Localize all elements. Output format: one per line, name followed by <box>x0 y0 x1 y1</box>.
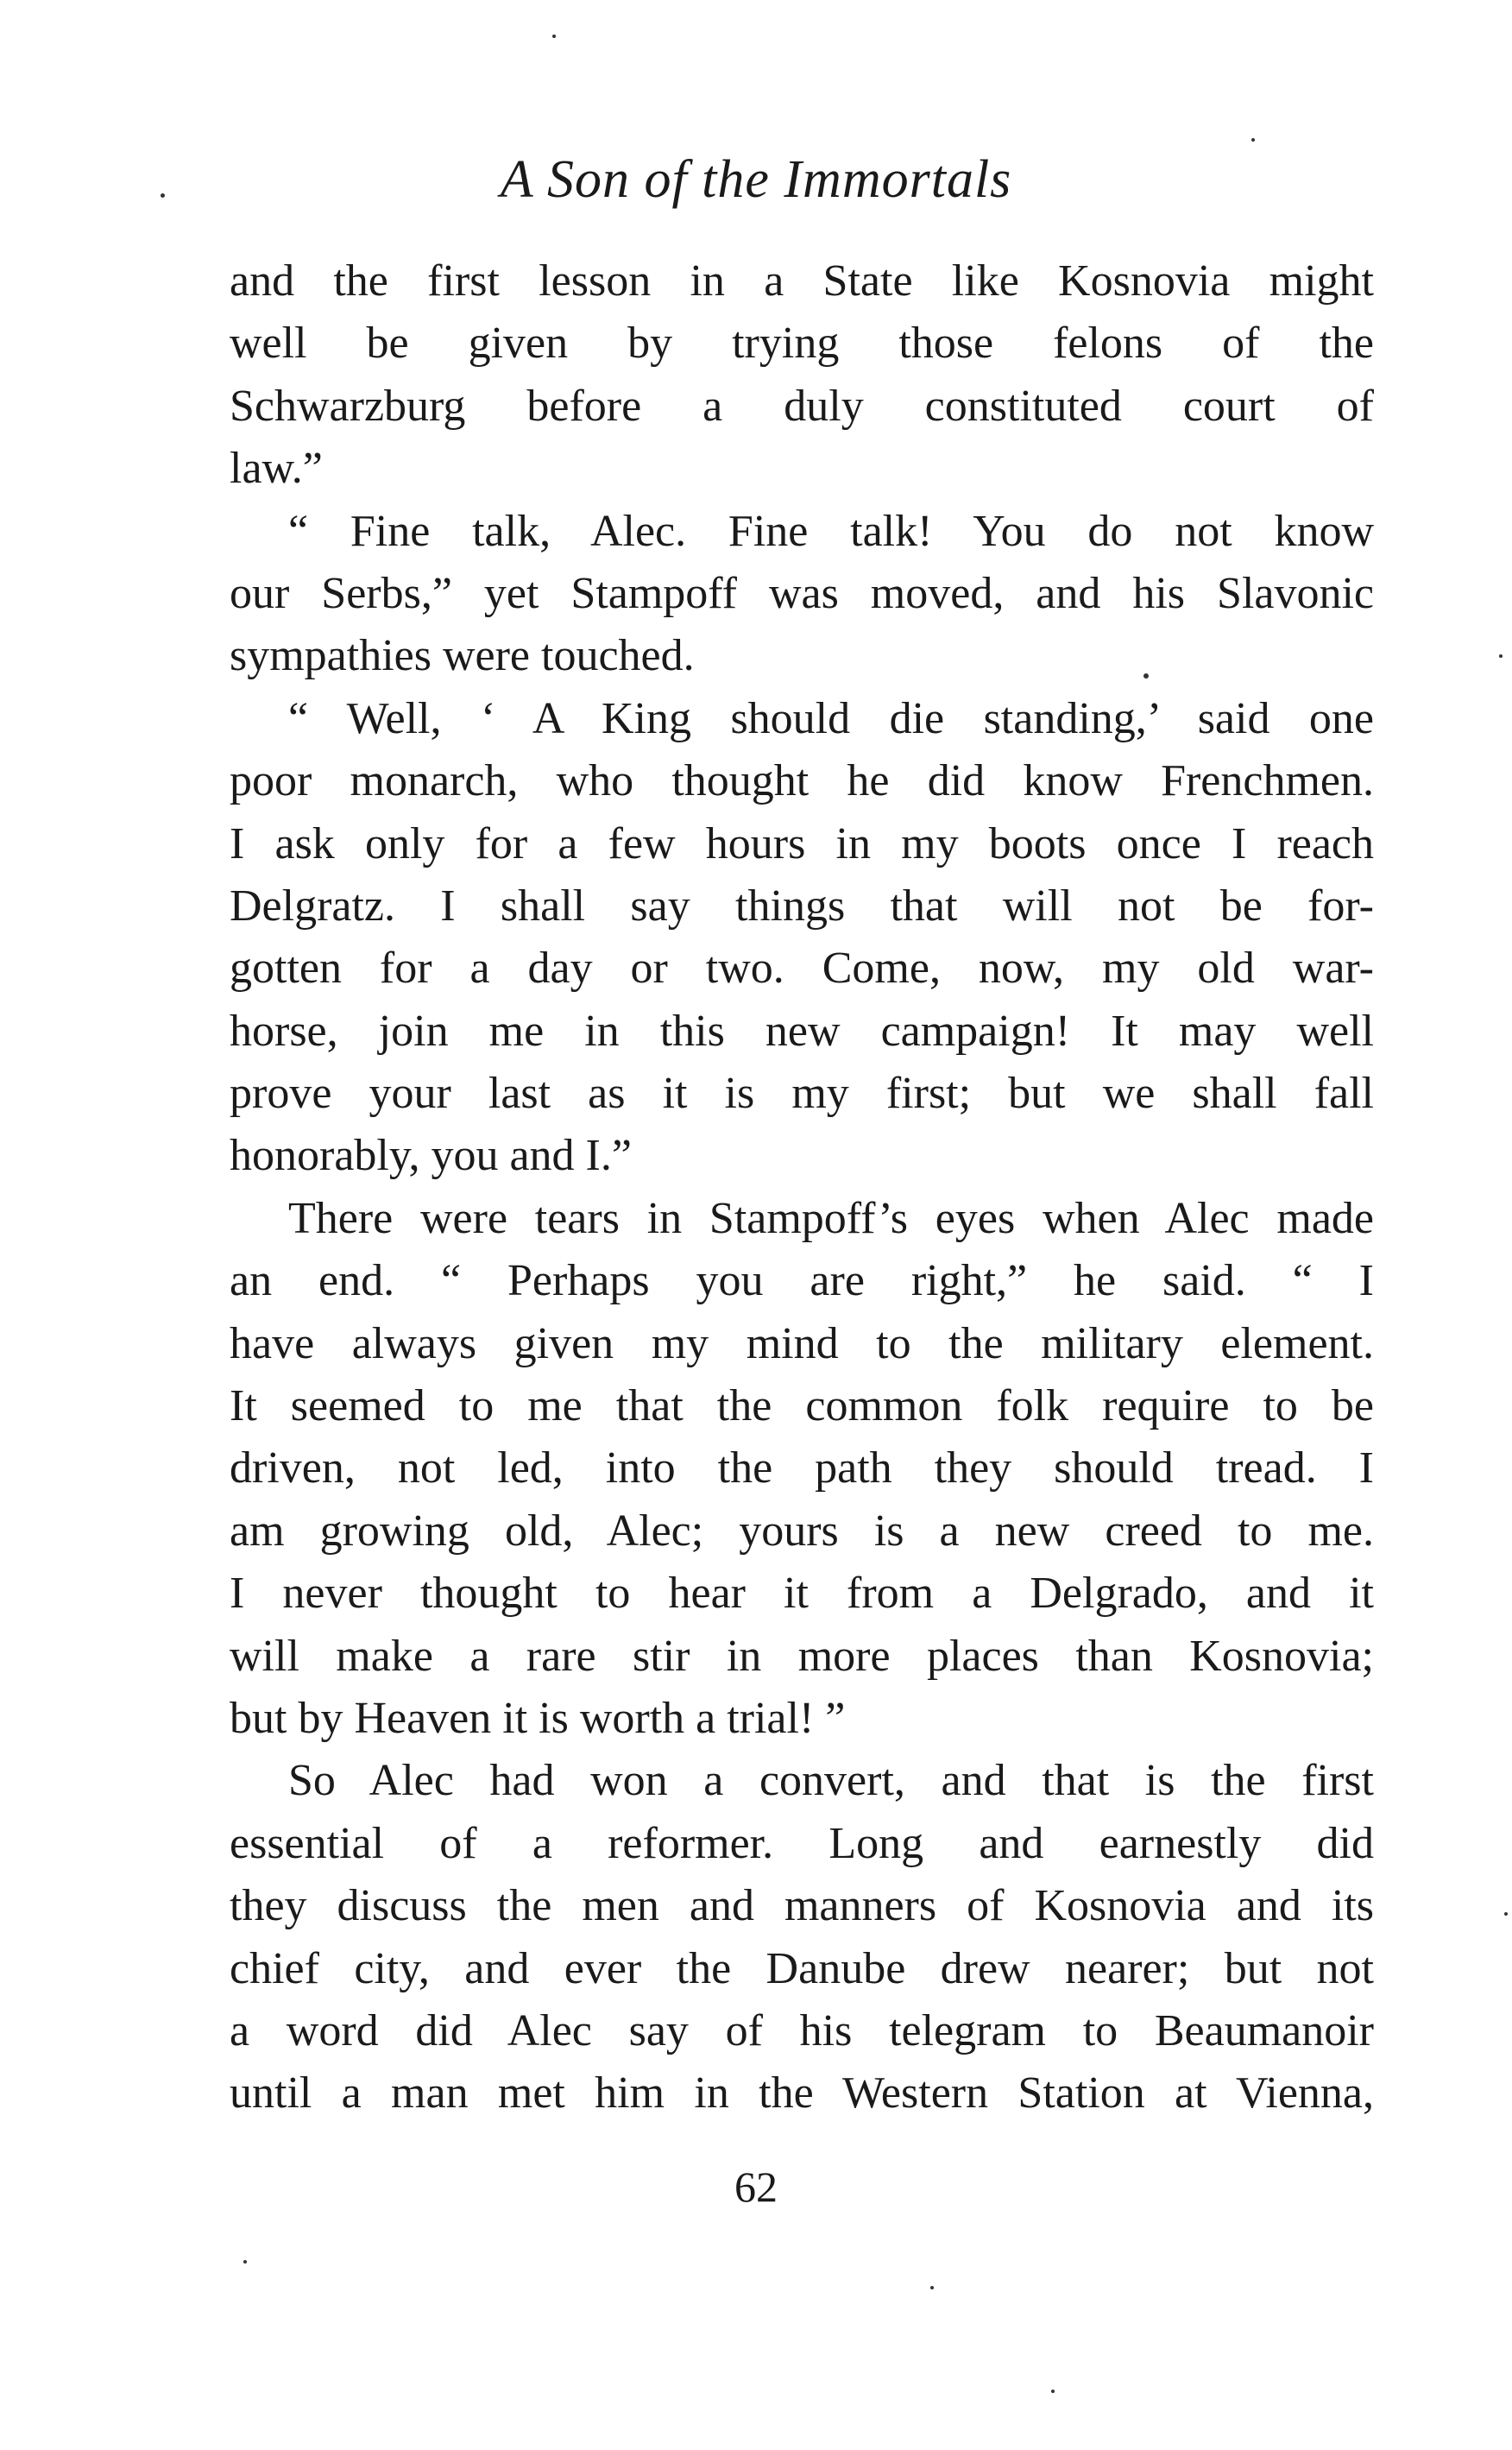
text-line: prove your last as it is my first; but we shall fall <box>230 1069 1374 1119</box>
text-line: sympathies were touched. <box>230 631 695 681</box>
page-number: 62 <box>734 2163 778 2211</box>
text-line: and the first lesson in a State like Kosnovia might <box>230 256 1374 306</box>
running-head: A Son of the Immortals <box>500 150 1012 209</box>
text-line: gotten for a day or two. Come, now, my old war- <box>230 944 1374 994</box>
text-line: I never thought to hear it from a Delgrado, and it <box>230 1569 1374 1619</box>
text-line: will make a rare stir in more places than Kosnovia; <box>230 1631 1374 1681</box>
text-line: law.” <box>230 444 323 494</box>
scan-speck <box>161 193 165 198</box>
text-line: essential of a reformer. Long and earnestly did <box>230 1818 1374 1868</box>
text-line: but by Heaven it is worth a trial! ” <box>230 1693 846 1743</box>
text-line: a word did Alec say of his telegram to Beaumanoir <box>230 2005 1374 2055</box>
text-line: they discuss the men and manners of Kosnovia and its <box>230 1881 1374 1931</box>
scan-speck <box>552 35 556 38</box>
scan-speck <box>1504 1912 1508 1916</box>
text-line: have always given my mind to the military element. <box>230 1318 1374 1368</box>
text-line: Schwarzburg before a duly constituted court of <box>230 381 1374 431</box>
text-line: I ask only for a few hours in my boots once I reach <box>230 818 1374 868</box>
scan-speck <box>1499 654 1503 658</box>
text-line: honorably, you and I.” <box>230 1131 632 1181</box>
text-line: horse, join me in this new campaign! It may well <box>230 1006 1374 1056</box>
text-line: “ Well, ‘ A King should die standing,’ said one <box>288 693 1374 743</box>
text-line: poor monarch, who thought he did know Frenchmen. <box>230 756 1374 806</box>
scan-speck <box>1251 138 1255 142</box>
text-line: driven, not led, into the path they should tread. I <box>230 1443 1374 1493</box>
text-line: am growing old, Alec; yours is a new creed to me. <box>230 1506 1374 1556</box>
scan-speck <box>243 2260 247 2264</box>
scan-speck <box>1051 2390 1055 2393</box>
scan-speck <box>1143 673 1149 679</box>
text-line: well be given by trying those felons of the <box>230 319 1374 369</box>
text-line: our Serbs,” yet Stampoff was moved, and his Slavonic <box>230 568 1374 618</box>
text-line: There were tears in Stampoff’s eyes when Alec made <box>288 1193 1374 1243</box>
text-line: It seemed to me that the common folk require to be <box>230 1381 1374 1431</box>
text-line: Delgratz. I shall say things that will not be for- <box>230 881 1374 931</box>
text-line: an end. “ Perhaps you are right,” he said. “ I <box>230 1256 1374 1306</box>
text-line: So Alec had won a convert, and that is the first <box>288 1756 1374 1806</box>
scan-speck <box>930 2286 934 2289</box>
text-line: until a man met him in the Western Station at Vienna, <box>230 2068 1374 2118</box>
text-line: “ Fine talk, Alec. Fine talk! You do not know <box>288 506 1374 556</box>
body-text <box>230 250 1374 2125</box>
text-line: chief city, and ever the Danube drew nearer; but not <box>230 1943 1374 1993</box>
